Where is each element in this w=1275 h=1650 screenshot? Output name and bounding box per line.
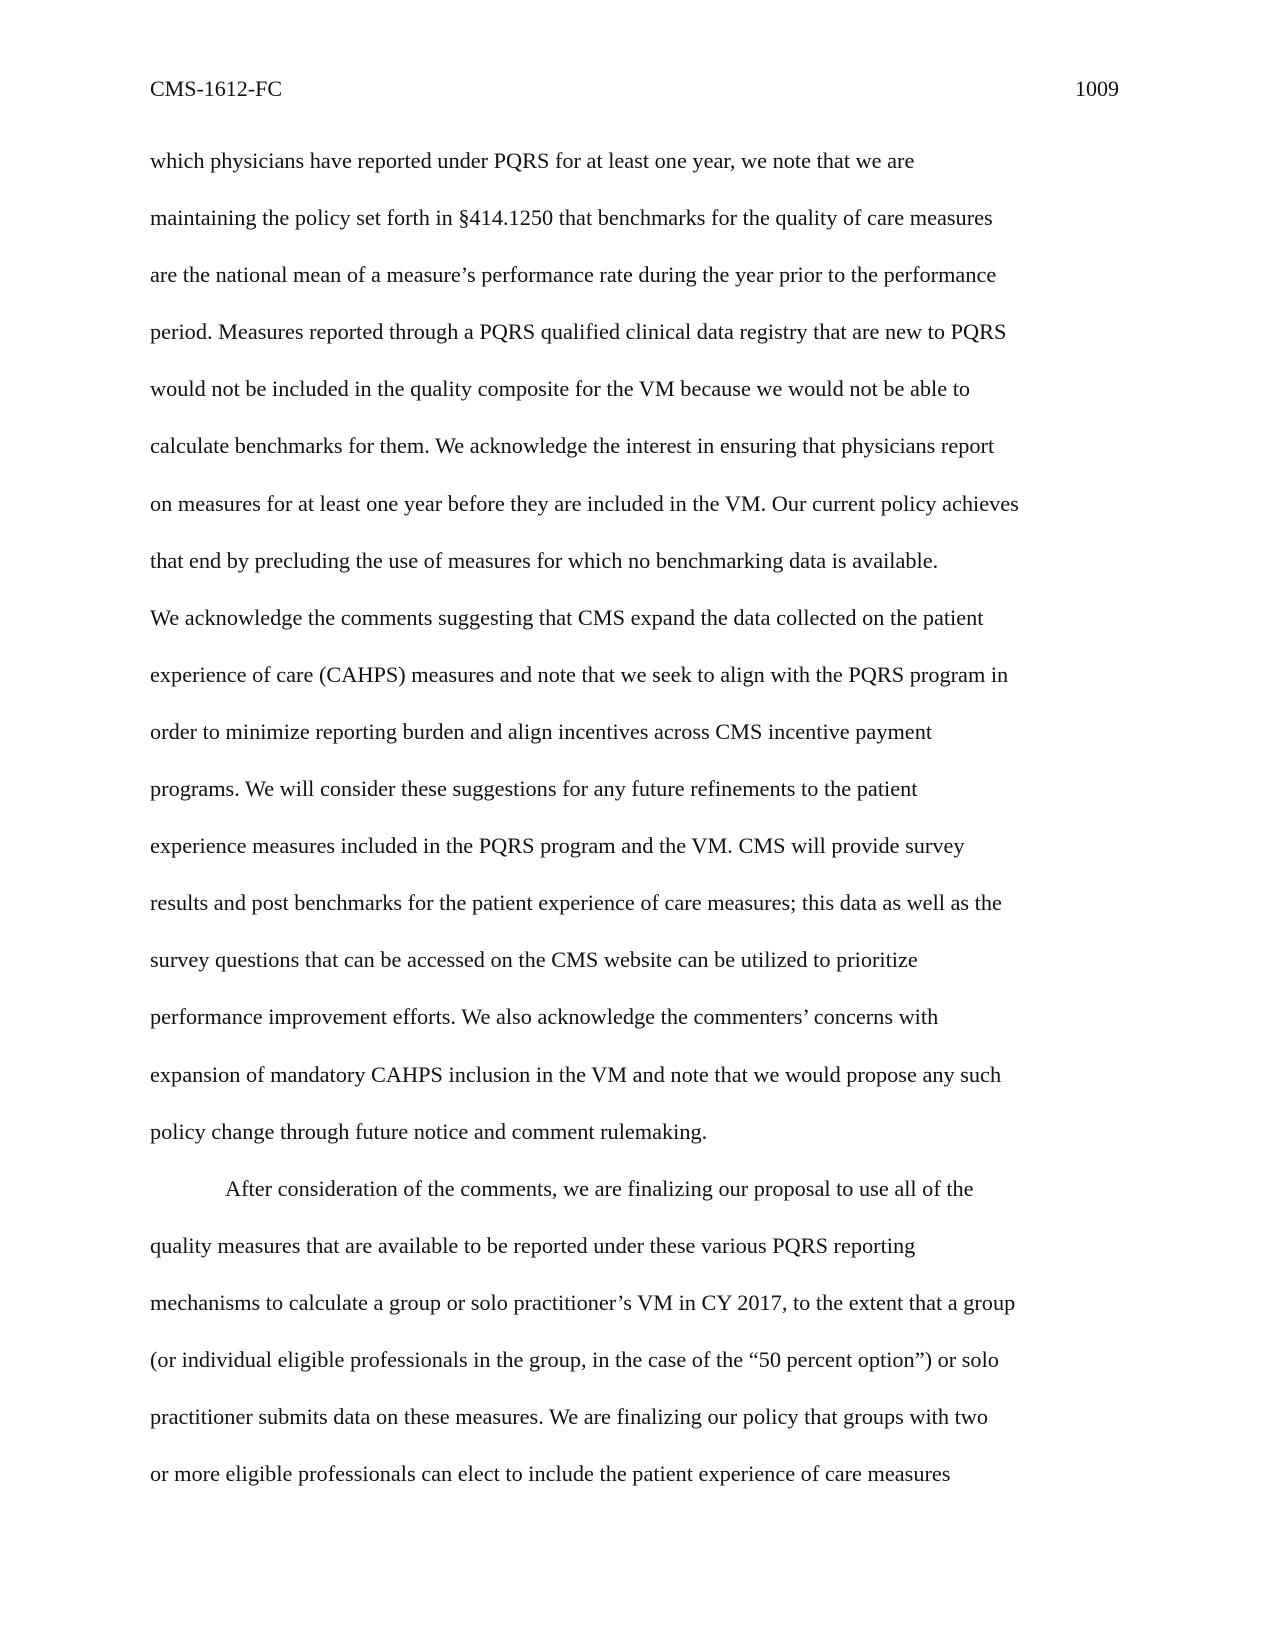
text-line: or more eligible professionals can elect to include the patient experience of care measures [150, 1461, 951, 1487]
text-line: which physicians have reported under PQRS for at least one year, we note that we are [150, 148, 915, 173]
text-line: maintaining the policy set forth in §414.1250 that benchmarks for the quality of care measures [150, 205, 993, 231]
document-id: CMS-1612-FC [150, 76, 283, 101]
text-line: order to minimize reporting burden and align incentives across CMS incentive payment [150, 718, 933, 744]
text-line: practitioner submits data on these measures. We are finalizing our policy that groups with two [150, 1404, 989, 1430]
text-line: performance improvement efforts. We also acknowledge the commenters’ concerns with [150, 1004, 939, 1030]
text-line: We acknowledge the comments suggesting that CMS expand the data collected on the patient [150, 604, 984, 630]
text-line: period. Measures reported through a PQRS qualified clinical data registry that are new to PQRS [150, 319, 1007, 345]
page-number: 1009 [1075, 76, 1119, 101]
text-line: survey questions that can be accessed on the CMS website can be utilized to prioritize [150, 947, 918, 973]
text-line: experience of care (CAHPS) measures and note that we seek to align with the PQRS program in [150, 661, 1009, 687]
text-line: expansion of mandatory CAHPS inclusion in the VM and note that we would propose any such [150, 1061, 1002, 1087]
text-line: policy change through future notice and comment rulemaking. [150, 1118, 708, 1144]
text-line: mechanisms to calculate a group or solo practitioner’s VM in CY 2017, to the extent that a group [150, 1289, 1016, 1315]
text-line: (or individual eligible professionals in the group, in the case of the “50 percent option”) or solo [150, 1346, 999, 1372]
text-line: calculate benchmarks for them. We acknowledge the interest in ensuring that physicians report [150, 433, 995, 459]
text-line: quality measures that are available to be reported under these various PQRS reporting [150, 1232, 916, 1258]
body-text [150, 148, 1130, 1518]
text-line: programs. We will consider these suggestions for any future refinements to the patient [150, 776, 918, 802]
text-line: on measures for at least one year before they are included in the VM. Our current policy achieves [150, 490, 1019, 516]
text-line: experience measures included in the PQRS program and the VM. CMS will provide survey [150, 833, 965, 859]
text-line: results and post benchmarks for the patient experience of care measures; this data as well as the [150, 890, 1002, 916]
text-line: After consideration of the comments, we are finalizing our proposal to use all of the [225, 1175, 974, 1201]
text-line: would not be included in the quality composite for the VM because we would not be able to [150, 376, 971, 402]
text-line: that end by precluding the use of measures for which no benchmarking data is available. [150, 547, 939, 573]
text-line: are the national mean of a measure’s performance rate during the year prior to the performance [150, 262, 997, 288]
